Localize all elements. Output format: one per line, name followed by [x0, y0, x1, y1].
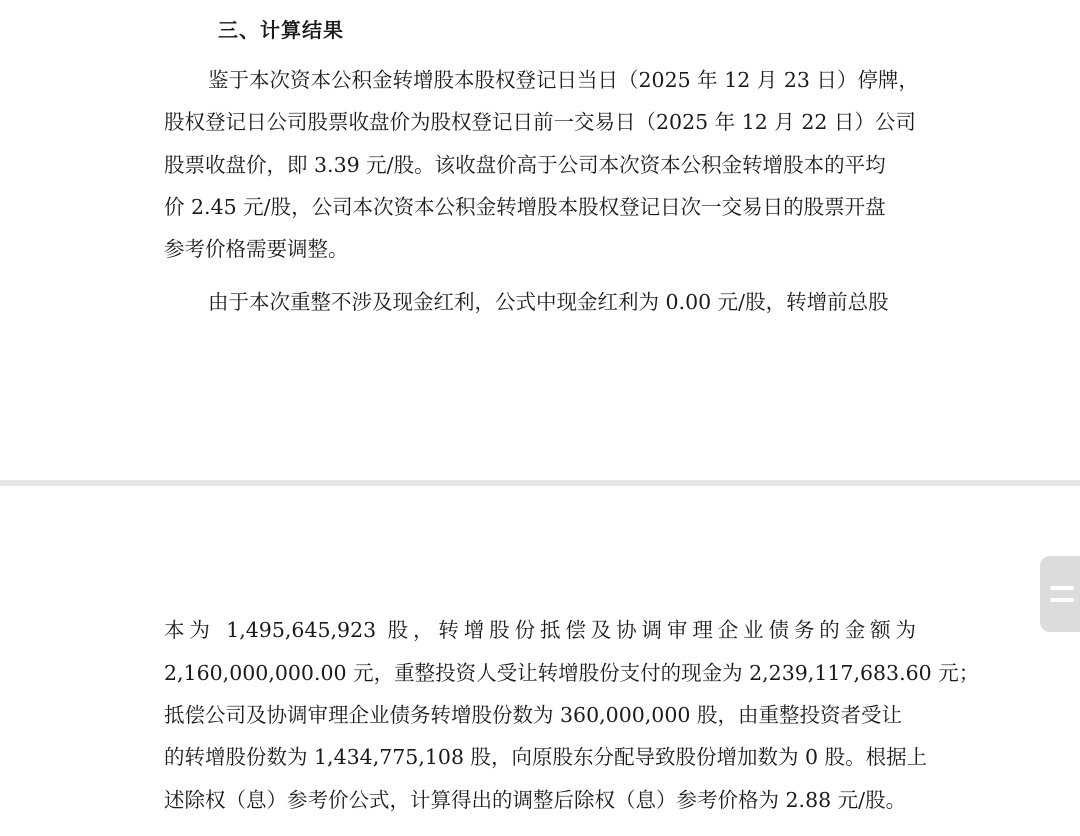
document-page-bottom	[0, 486, 1080, 836]
menu-icon	[1050, 586, 1074, 602]
side-menu-tab[interactable]	[1040, 556, 1080, 632]
paragraph-line: 由于本次重整不涉及现金红利，公式中现金红利为 0.00 元/股，转增前总股	[208, 290, 889, 314]
paragraph-line: 参考价格需要调整。	[164, 237, 349, 261]
paragraph-line: 股权登记日公司股票收盘价为股权登记日前一交易日（2025 年 12 月 22 日）公司	[164, 110, 916, 134]
paragraph-line: 鉴于本次资本公积金转增股本股权登记日当日（2025 年 12 月 23 日）停牌，	[208, 68, 919, 92]
section-heading: 三、计算结果	[218, 18, 344, 42]
paragraph-line: 本为 1,495,645,923 股，转增股份抵偿及协调审理企业债务的金额为	[164, 618, 916, 642]
paragraph-line: 述除权（息）参考价公式，计算得出的调整后除权（息）参考价格为 2.88 元/股。	[164, 788, 907, 812]
paragraph-line: 抵偿公司及协调审理企业债务转增股份数为 360,000,000 股，由重整投资者受让	[164, 703, 902, 727]
paragraph-line: 价 2.45 元/股，公司本次资本公积金转增股本股权登记日次一交易日的股票开盘	[164, 195, 886, 219]
paragraph-line: 股票收盘价，即 3.39 元/股。该收盘价高于公司本次资本公积金转增股本的平均	[164, 153, 886, 177]
paragraph-line: 2,160,000,000.00 元，重整投资人受让转增股份支付的现金为 2,239,117,683.60 元；	[164, 661, 980, 685]
paragraph-line: 的转增股份数为 1,434,775,108 股，向原股东分配导致股份增加数为 0 股。根据上	[164, 745, 928, 769]
